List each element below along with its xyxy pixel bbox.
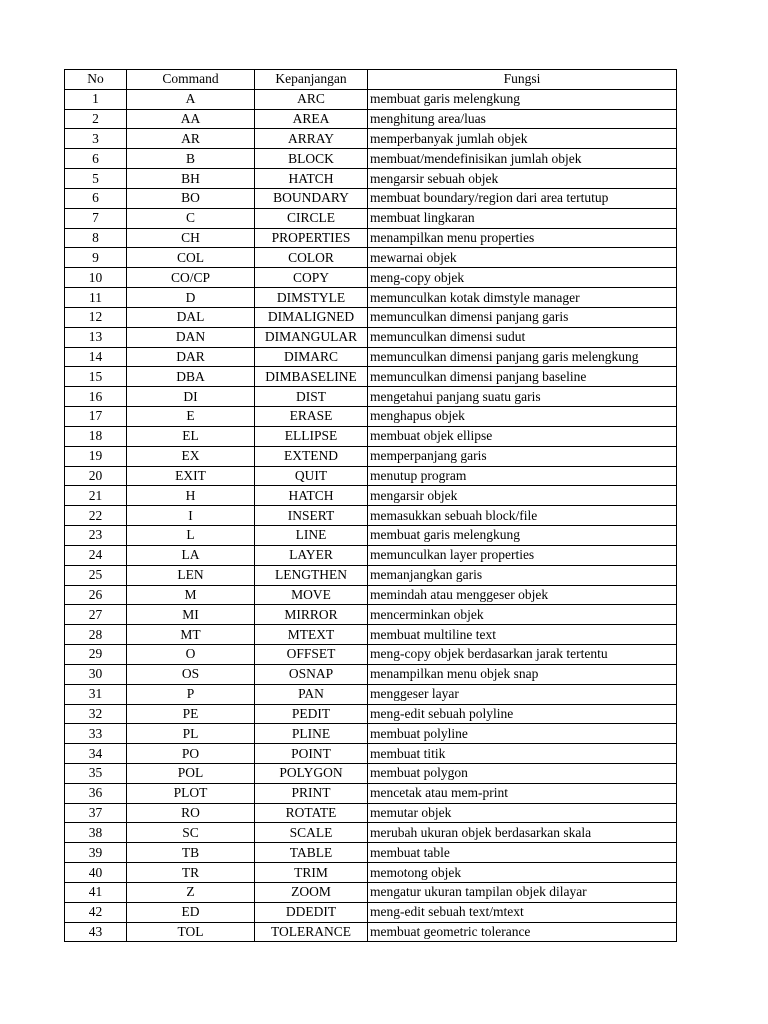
table-row xyxy=(65,506,677,526)
cell-kepanjangan: LINE xyxy=(255,526,368,546)
cell-no: 42 xyxy=(65,902,127,922)
table-row xyxy=(65,724,677,744)
cell-command: LEN xyxy=(127,565,255,585)
cell-no: 17 xyxy=(65,407,127,427)
cell-command: DAR xyxy=(127,347,255,367)
cell-fungsi: memotong objek xyxy=(368,863,677,883)
table-row xyxy=(65,228,677,248)
table-row xyxy=(65,188,677,208)
cell-no: 29 xyxy=(65,645,127,665)
cell-fungsi: menampilkan menu objek snap xyxy=(368,664,677,684)
cell-command: TOL xyxy=(127,922,255,942)
table-row xyxy=(65,208,677,228)
table-row xyxy=(65,426,677,446)
cell-command: Z xyxy=(127,882,255,902)
cell-fungsi: menampilkan menu properties xyxy=(368,228,677,248)
cell-no: 37 xyxy=(65,803,127,823)
cell-kepanjangan: ZOOM xyxy=(255,882,368,902)
cell-fungsi: mengarsir objek xyxy=(368,486,677,506)
cell-no: 35 xyxy=(65,763,127,783)
header-no: No xyxy=(65,70,127,90)
cell-no: 14 xyxy=(65,347,127,367)
cell-fungsi: mencetak atau mem-print xyxy=(368,783,677,803)
table-row xyxy=(65,89,677,109)
cell-fungsi: memperbanyak jumlah objek xyxy=(368,129,677,149)
cell-kepanjangan: ARC xyxy=(255,89,368,109)
cell-fungsi: meng-copy objek berdasarkan jarak tertentu xyxy=(368,645,677,665)
table-row xyxy=(65,565,677,585)
cell-fungsi: memunculkan layer properties xyxy=(368,545,677,565)
cell-command: EXIT xyxy=(127,466,255,486)
cell-kepanjangan: ERASE xyxy=(255,407,368,427)
command-table xyxy=(64,69,677,942)
cell-kepanjangan: COLOR xyxy=(255,248,368,268)
table-row xyxy=(65,466,677,486)
cell-command: AA xyxy=(127,109,255,129)
cell-fungsi: menghitung area/luas xyxy=(368,109,677,129)
cell-command: SC xyxy=(127,823,255,843)
cell-kepanjangan: POINT xyxy=(255,744,368,764)
table-row xyxy=(65,248,677,268)
cell-command: POL xyxy=(127,763,255,783)
cell-command: PO xyxy=(127,744,255,764)
cell-no: 7 xyxy=(65,208,127,228)
cell-command: B xyxy=(127,149,255,169)
cell-no: 38 xyxy=(65,823,127,843)
cell-kepanjangan: ROTATE xyxy=(255,803,368,823)
cell-kepanjangan: PROPERTIES xyxy=(255,228,368,248)
cell-kepanjangan: COPY xyxy=(255,268,368,288)
cell-command: BO xyxy=(127,188,255,208)
cell-no: 18 xyxy=(65,426,127,446)
cell-command: DI xyxy=(127,387,255,407)
cell-fungsi: mengarsir sebuah objek xyxy=(368,169,677,189)
cell-kepanjangan: INSERT xyxy=(255,506,368,526)
table-row xyxy=(65,763,677,783)
cell-no: 40 xyxy=(65,863,127,883)
cell-kepanjangan: EXTEND xyxy=(255,446,368,466)
header-kepanjangan: Kepanjangan xyxy=(255,70,368,90)
cell-kepanjangan: LAYER xyxy=(255,545,368,565)
cell-no: 9 xyxy=(65,248,127,268)
table-row xyxy=(65,803,677,823)
cell-command: H xyxy=(127,486,255,506)
cell-kepanjangan: MOVE xyxy=(255,585,368,605)
table-row xyxy=(65,823,677,843)
table-row xyxy=(65,585,677,605)
cell-command: BH xyxy=(127,169,255,189)
table-row xyxy=(65,863,677,883)
cell-fungsi: memunculkan dimensi panjang garis melengkung xyxy=(368,347,677,367)
cell-fungsi: membuat titik xyxy=(368,744,677,764)
cell-kepanjangan: PAN xyxy=(255,684,368,704)
cell-kepanjangan: PLINE xyxy=(255,724,368,744)
table-row xyxy=(65,387,677,407)
cell-kepanjangan: POLYGON xyxy=(255,763,368,783)
cell-fungsi: membuat/mendefinisikan jumlah objek xyxy=(368,149,677,169)
table-row xyxy=(65,327,677,347)
cell-no: 31 xyxy=(65,684,127,704)
cell-fungsi: membuat objek ellipse xyxy=(368,426,677,446)
cell-no: 15 xyxy=(65,367,127,387)
table-row xyxy=(65,526,677,546)
cell-fungsi: memindah atau menggeser objek xyxy=(368,585,677,605)
cell-command: MI xyxy=(127,605,255,625)
cell-command: I xyxy=(127,506,255,526)
cell-fungsi: membuat boundary/region dari area tertutup xyxy=(368,188,677,208)
table-row xyxy=(65,367,677,387)
cell-fungsi: membuat polygon xyxy=(368,763,677,783)
cell-kepanjangan: OSNAP xyxy=(255,664,368,684)
cell-command: TB xyxy=(127,843,255,863)
cell-command: MT xyxy=(127,625,255,645)
table-row xyxy=(65,882,677,902)
cell-fungsi: menghapus objek xyxy=(368,407,677,427)
cell-kepanjangan: TRIM xyxy=(255,863,368,883)
cell-no: 39 xyxy=(65,843,127,863)
cell-command: PL xyxy=(127,724,255,744)
cell-no: 16 xyxy=(65,387,127,407)
cell-command: COL xyxy=(127,248,255,268)
cell-fungsi: membuat multiline text xyxy=(368,625,677,645)
cell-kepanjangan: HATCH xyxy=(255,169,368,189)
cell-command: EX xyxy=(127,446,255,466)
cell-no: 36 xyxy=(65,783,127,803)
cell-command: DAN xyxy=(127,327,255,347)
table-row xyxy=(65,288,677,308)
cell-no: 3 xyxy=(65,129,127,149)
table-row xyxy=(65,625,677,645)
cell-command: CO/CP xyxy=(127,268,255,288)
cell-no: 32 xyxy=(65,704,127,724)
cell-fungsi: memperpanjang garis xyxy=(368,446,677,466)
cell-no: 12 xyxy=(65,307,127,327)
cell-command: A xyxy=(127,89,255,109)
cell-command: RO xyxy=(127,803,255,823)
cell-no: 2 xyxy=(65,109,127,129)
cell-no: 28 xyxy=(65,625,127,645)
header-fungsi: Fungsi xyxy=(368,70,677,90)
table-row xyxy=(65,347,677,367)
cell-command: AR xyxy=(127,129,255,149)
cell-command: DAL xyxy=(127,307,255,327)
cell-kepanjangan: BOUNDARY xyxy=(255,188,368,208)
table-header-row xyxy=(65,70,677,90)
cell-kepanjangan: ELLIPSE xyxy=(255,426,368,446)
table-row xyxy=(65,645,677,665)
cell-command: LA xyxy=(127,545,255,565)
table-row xyxy=(65,109,677,129)
cell-no: 24 xyxy=(65,545,127,565)
cell-kepanjangan: DDEDIT xyxy=(255,902,368,922)
cell-no: 10 xyxy=(65,268,127,288)
cell-no: 5 xyxy=(65,169,127,189)
table-row xyxy=(65,704,677,724)
cell-fungsi: memunculkan dimensi panjang garis xyxy=(368,307,677,327)
cell-no: 41 xyxy=(65,882,127,902)
cell-no: 30 xyxy=(65,664,127,684)
cell-kepanjangan: AREA xyxy=(255,109,368,129)
cell-no: 22 xyxy=(65,506,127,526)
table-row xyxy=(65,783,677,803)
cell-fungsi: mengatur ukuran tampilan objek dilayar xyxy=(368,882,677,902)
cell-kepanjangan: DIMALIGNED xyxy=(255,307,368,327)
cell-kepanjangan: PRINT xyxy=(255,783,368,803)
cell-fungsi: membuat polyline xyxy=(368,724,677,744)
cell-fungsi: mencerminkan objek xyxy=(368,605,677,625)
cell-no: 26 xyxy=(65,585,127,605)
cell-command: OS xyxy=(127,664,255,684)
cell-kepanjangan: ARRAY xyxy=(255,129,368,149)
cell-fungsi: memutar objek xyxy=(368,803,677,823)
cell-command: C xyxy=(127,208,255,228)
cell-kepanjangan: DIMBASELINE xyxy=(255,367,368,387)
cell-no: 43 xyxy=(65,922,127,942)
cell-command: P xyxy=(127,684,255,704)
cell-no: 11 xyxy=(65,288,127,308)
cell-kepanjangan: DIMSTYLE xyxy=(255,288,368,308)
cell-fungsi: menggeser layar xyxy=(368,684,677,704)
cell-fungsi: memanjangkan garis xyxy=(368,565,677,585)
cell-fungsi: mewarnai objek xyxy=(368,248,677,268)
cell-fungsi: membuat garis melengkung xyxy=(368,89,677,109)
cell-kepanjangan: MIRROR xyxy=(255,605,368,625)
cell-fungsi: memunculkan dimensi sudut xyxy=(368,327,677,347)
cell-kepanjangan: HATCH xyxy=(255,486,368,506)
cell-fungsi: membuat lingkaran xyxy=(368,208,677,228)
cell-fungsi: mengetahui panjang suatu garis xyxy=(368,387,677,407)
cell-fungsi: meng-edit sebuah polyline xyxy=(368,704,677,724)
cell-command: M xyxy=(127,585,255,605)
table-row xyxy=(65,307,677,327)
cell-command: D xyxy=(127,288,255,308)
cell-no: 25 xyxy=(65,565,127,585)
table-body xyxy=(65,89,677,942)
cell-no: 6 xyxy=(65,149,127,169)
cell-command: CH xyxy=(127,228,255,248)
cell-fungsi: membuat geometric tolerance xyxy=(368,922,677,942)
cell-command: DBA xyxy=(127,367,255,387)
cell-kepanjangan: BLOCK xyxy=(255,149,368,169)
table-row xyxy=(65,744,677,764)
cell-command: PE xyxy=(127,704,255,724)
cell-kepanjangan: MTEXT xyxy=(255,625,368,645)
cell-command: O xyxy=(127,645,255,665)
table-row xyxy=(65,446,677,466)
cell-kepanjangan: CIRCLE xyxy=(255,208,368,228)
cell-kepanjangan: TABLE xyxy=(255,843,368,863)
cell-fungsi: meng-edit sebuah text/mtext xyxy=(368,902,677,922)
cell-no: 27 xyxy=(65,605,127,625)
cell-kepanjangan: TOLERANCE xyxy=(255,922,368,942)
cell-kepanjangan: DIST xyxy=(255,387,368,407)
cell-no: 6 xyxy=(65,188,127,208)
table-row xyxy=(65,268,677,288)
table-row xyxy=(65,129,677,149)
cell-command: ED xyxy=(127,902,255,922)
cell-no: 19 xyxy=(65,446,127,466)
cell-fungsi: merubah ukuran objek berdasarkan skala xyxy=(368,823,677,843)
table-row xyxy=(65,407,677,427)
table-row xyxy=(65,922,677,942)
table-row xyxy=(65,605,677,625)
header-command: Command xyxy=(127,70,255,90)
cell-command: TR xyxy=(127,863,255,883)
cell-fungsi: membuat table xyxy=(368,843,677,863)
cell-no: 21 xyxy=(65,486,127,506)
cell-no: 34 xyxy=(65,744,127,764)
table-row xyxy=(65,684,677,704)
cell-no: 23 xyxy=(65,526,127,546)
table-row xyxy=(65,545,677,565)
cell-command: EL xyxy=(127,426,255,446)
cell-kepanjangan: SCALE xyxy=(255,823,368,843)
cell-fungsi: memunculkan kotak dimstyle manager xyxy=(368,288,677,308)
table-row xyxy=(65,149,677,169)
cell-kepanjangan: PEDIT xyxy=(255,704,368,724)
cell-kepanjangan: DIMARC xyxy=(255,347,368,367)
table-row xyxy=(65,902,677,922)
cell-command: L xyxy=(127,526,255,546)
cell-command: PLOT xyxy=(127,783,255,803)
cell-kepanjangan: OFFSET xyxy=(255,645,368,665)
cell-fungsi: memasukkan sebuah block/file xyxy=(368,506,677,526)
cell-no: 20 xyxy=(65,466,127,486)
cell-kepanjangan: DIMANGULAR xyxy=(255,327,368,347)
cell-no: 13 xyxy=(65,327,127,347)
cell-kepanjangan: QUIT xyxy=(255,466,368,486)
table-row xyxy=(65,486,677,506)
cell-no: 8 xyxy=(65,228,127,248)
cell-fungsi: memunculkan dimensi panjang baseline xyxy=(368,367,677,387)
table-row xyxy=(65,169,677,189)
cell-no: 33 xyxy=(65,724,127,744)
cell-fungsi: menutup program xyxy=(368,466,677,486)
table-row xyxy=(65,664,677,684)
cell-kepanjangan: LENGTHEN xyxy=(255,565,368,585)
cell-fungsi: meng-copy objek xyxy=(368,268,677,288)
table-row xyxy=(65,843,677,863)
cell-fungsi: membuat garis melengkung xyxy=(368,526,677,546)
cell-no: 1 xyxy=(65,89,127,109)
cell-command: E xyxy=(127,407,255,427)
